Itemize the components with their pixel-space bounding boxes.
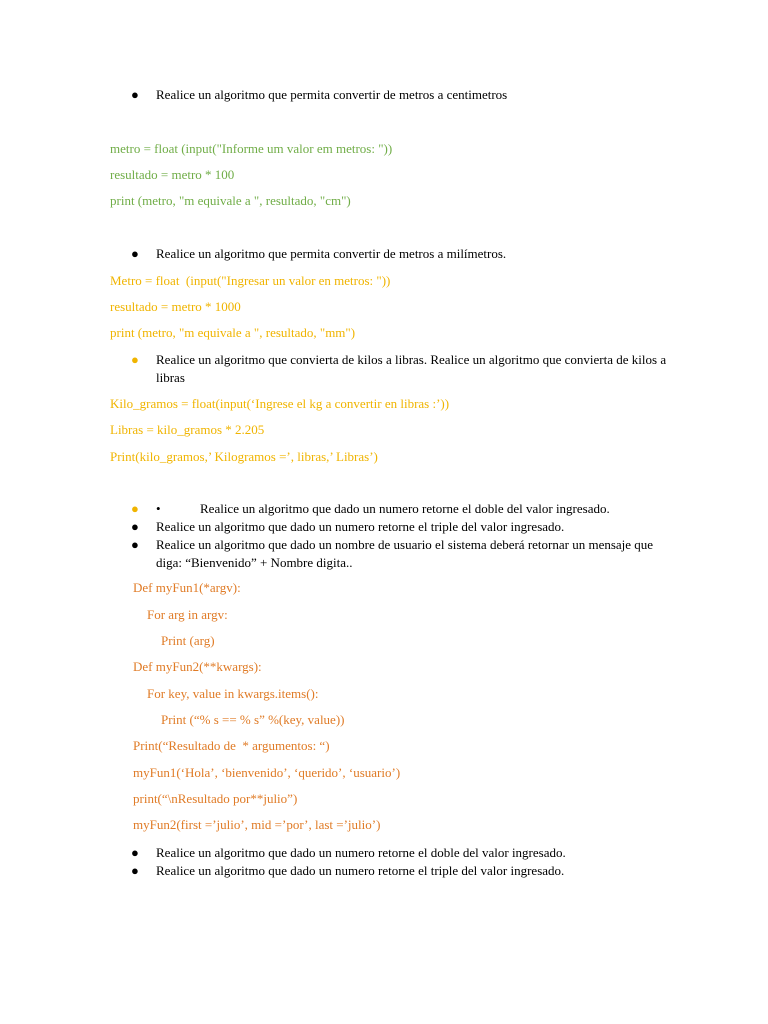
code-line: myFun1(‘Hola’, ‘bienvenido’, ‘querido’, ‘usuario’)	[133, 765, 401, 780]
code-line: Print (“% s == % s” %(key, value))	[161, 712, 345, 727]
code-line: Print (arg)	[161, 633, 215, 648]
code-line: print(“\nResultado por**julio”)	[133, 791, 298, 806]
code-line: Libras = kilo_gramos * 2.205	[110, 422, 265, 437]
code-line: myFun2(first =’julio’, mid =’por’, last =’julio’)	[133, 817, 381, 832]
code-line: resultado = metro * 1000	[110, 299, 241, 314]
bullet-text: Realice un algoritmo que dado un numero retorne el doble del valor ingresado.	[200, 501, 610, 516]
bullet-text: Realice un algoritmo que convierta de kilos a libras. Realice un algoritmo que convierta de kilos a libras	[156, 352, 667, 385]
code-line: resultado = metro * 100	[110, 167, 235, 182]
bullet-text: Realice un algoritmo que dado un numero retorne el doble del valor ingresado.	[156, 845, 566, 860]
code-line: Metro = float (input("Ingresar un valor en metros: "))	[110, 273, 391, 288]
bullet-item	[131, 351, 676, 387]
bullet-item	[131, 245, 507, 263]
inner-bullet-marker: •	[156, 501, 161, 516]
bullet-item	[131, 518, 565, 536]
bullet-dot: ●	[131, 352, 139, 367]
code-line: print (metro, "m equivale a ", resultado, "cm")	[110, 193, 351, 208]
code-line: Kilo_gramos = float(input(‘Ingrese el kg a convertir en libras :’))	[110, 396, 450, 411]
bullet-item	[131, 86, 508, 104]
bullet-dot: ●	[131, 863, 139, 878]
bullet-dot: ●	[131, 537, 139, 552]
bullet-text: Realice un algoritmo que permita convertir de metros a centimetros	[156, 87, 508, 102]
bullet-text: Realice un algoritmo que dado un nombre de usuario el sistema deberá retornar un mensaje que diga: “Bienvenido” + Nombre digita..	[156, 537, 654, 570]
bullet-item	[131, 500, 610, 518]
bullet-dot: ●	[131, 519, 139, 534]
bullet-item	[131, 862, 565, 880]
code-line: Def myFun1(*argv):	[133, 580, 241, 595]
code-line: Print(“Resultado de * argumentos: “)	[133, 738, 330, 753]
code-line: For arg in argv:	[147, 607, 228, 622]
bullet-text: Realice un algoritmo que dado un numero retorne el triple del valor ingresado.	[156, 863, 565, 878]
bullet-dot: ●	[131, 501, 139, 516]
bullet-item	[131, 844, 566, 862]
bullet-dot: ●	[131, 246, 139, 261]
code-line: Print(kilo_gramos,’ Kilogramos =’, libras,’ Libras’)	[110, 449, 378, 464]
bullet-text: Realice un algoritmo que dado un numero retorne el triple del valor ingresado.	[156, 519, 565, 534]
code-line: For key, value in kwargs.items():	[147, 686, 319, 701]
code-line: metro = float (input("Informe um valor em metros: "))	[110, 141, 393, 156]
code-line: Def myFun2(**kwargs):	[133, 659, 262, 674]
bullet-text: Realice un algoritmo que permita convertir de metros a milímetros.	[156, 246, 507, 261]
code-line: print (metro, "m equivale a ", resultado, "mm")	[110, 325, 356, 340]
bullet-item	[131, 536, 676, 572]
bullet-dot: ●	[131, 845, 139, 860]
bullet-dot: ●	[131, 87, 139, 102]
